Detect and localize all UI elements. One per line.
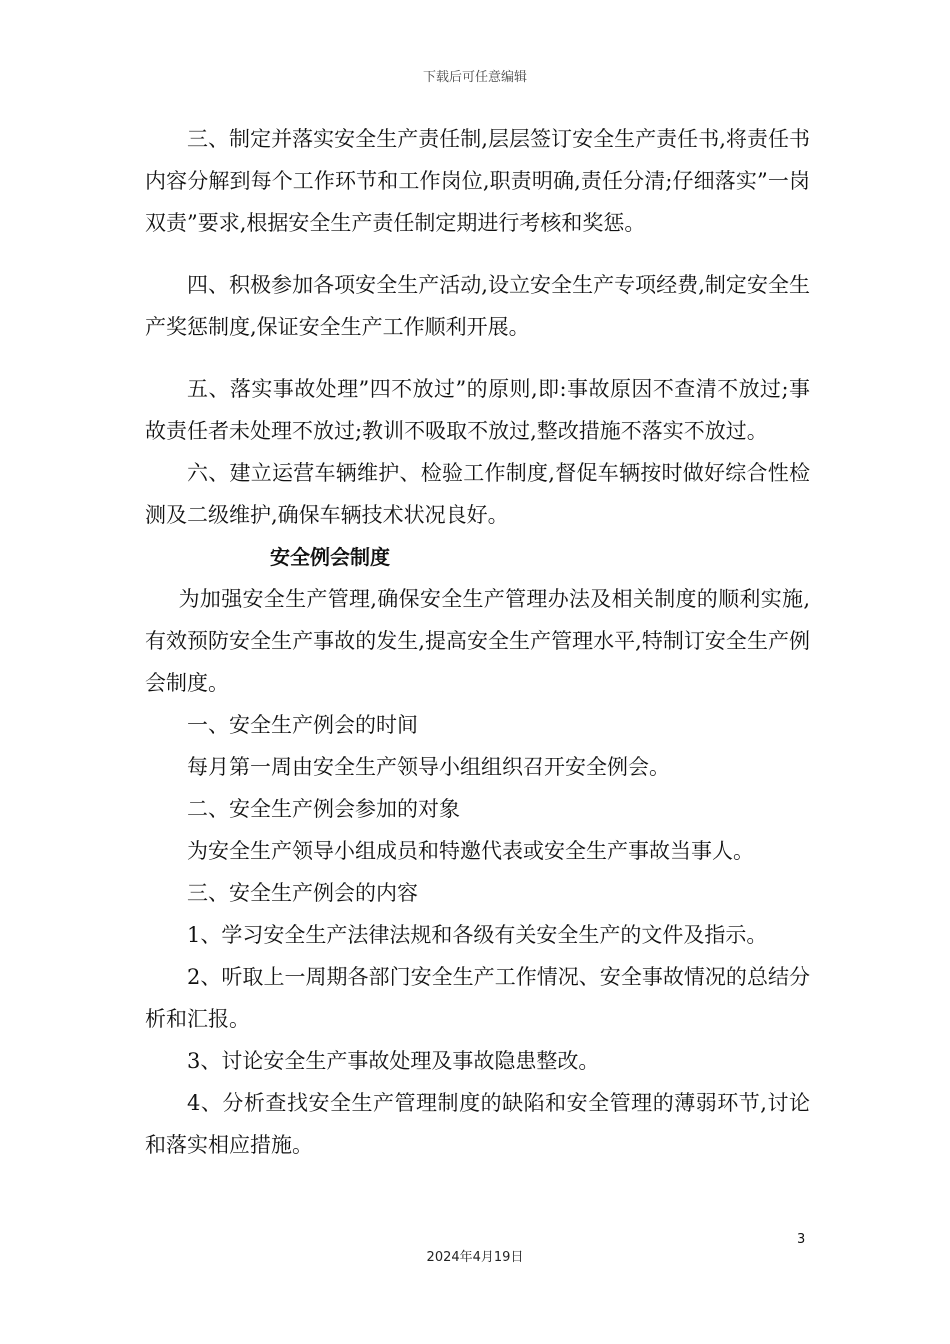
paragraph-6: 六、建立运营车辆维护、检验工作制度,督促车辆按时做好综合性检测及二级维护,确保车辆技术状况良好。 <box>145 461 810 527</box>
document-body <box>145 118 810 1166</box>
page-number: 3 <box>797 1232 806 1247</box>
paragraph-5: 五、落实事故处理”四不放过”的原则,即:事故原因不查清不放过;事故责任者未处理不放过;教训不吸取不放过,整改措施不落实不放过。 <box>145 377 810 443</box>
section-item: 一、安全生产例会的时间 <box>187 713 418 737</box>
section-item: 1、学习安全生产法律法规和各级有关安全生产的文件及指示。 <box>187 923 768 947</box>
paragraph-3: 三、制定并落实安全生产责任制,层层签订安全生产责任书,将责任书内容分解到每个工作环节和工作岗位,职责明确,责任分清;仔细落实”一岗双责”要求,根据安全生产责任制定期进行考核和奖惩。 <box>145 127 810 235</box>
section-item: 为安全生产领导小组成员和特邀代表或安全生产事故当事人。 <box>187 839 754 863</box>
section-item: 每月第一周由安全生产领导小组组织召开安全例会。 <box>187 755 670 779</box>
section-item: 二、安全生产例会参加的对象 <box>187 797 460 821</box>
page-footer-date: 2024年4月19日 <box>426 1250 524 1265</box>
page-header: 下载后可任意编辑 <box>422 70 527 85</box>
section-intro: 为加强安全生产管理,确保安全生产管理办法及相关制度的顺利实施,有效预防安全生产事故的发生,提高安全生产管理水平,特制订安全生产例会制度。 <box>145 587 810 695</box>
paragraph-4: 四、积极参加各项安全生产活动,设立安全生产专项经费,制定安全生产奖惩制度,保证安全生产工作顺利开展。 <box>145 273 810 339</box>
section-title: 安全例会制度 <box>270 545 390 569</box>
section-item: 4、分析查找安全生产管理制度的缺陷和安全管理的薄弱环节,讨论和落实相应措施。 <box>145 1091 810 1157</box>
section-item: 2、听取上一周期各部门安全生产工作情况、安全事故情况的总结分析和汇报。 <box>145 965 810 1031</box>
section-item: 三、安全生产例会的内容 <box>187 881 418 905</box>
section-item: 3、讨论安全生产事故处理及事故隐患整改。 <box>187 1049 600 1073</box>
